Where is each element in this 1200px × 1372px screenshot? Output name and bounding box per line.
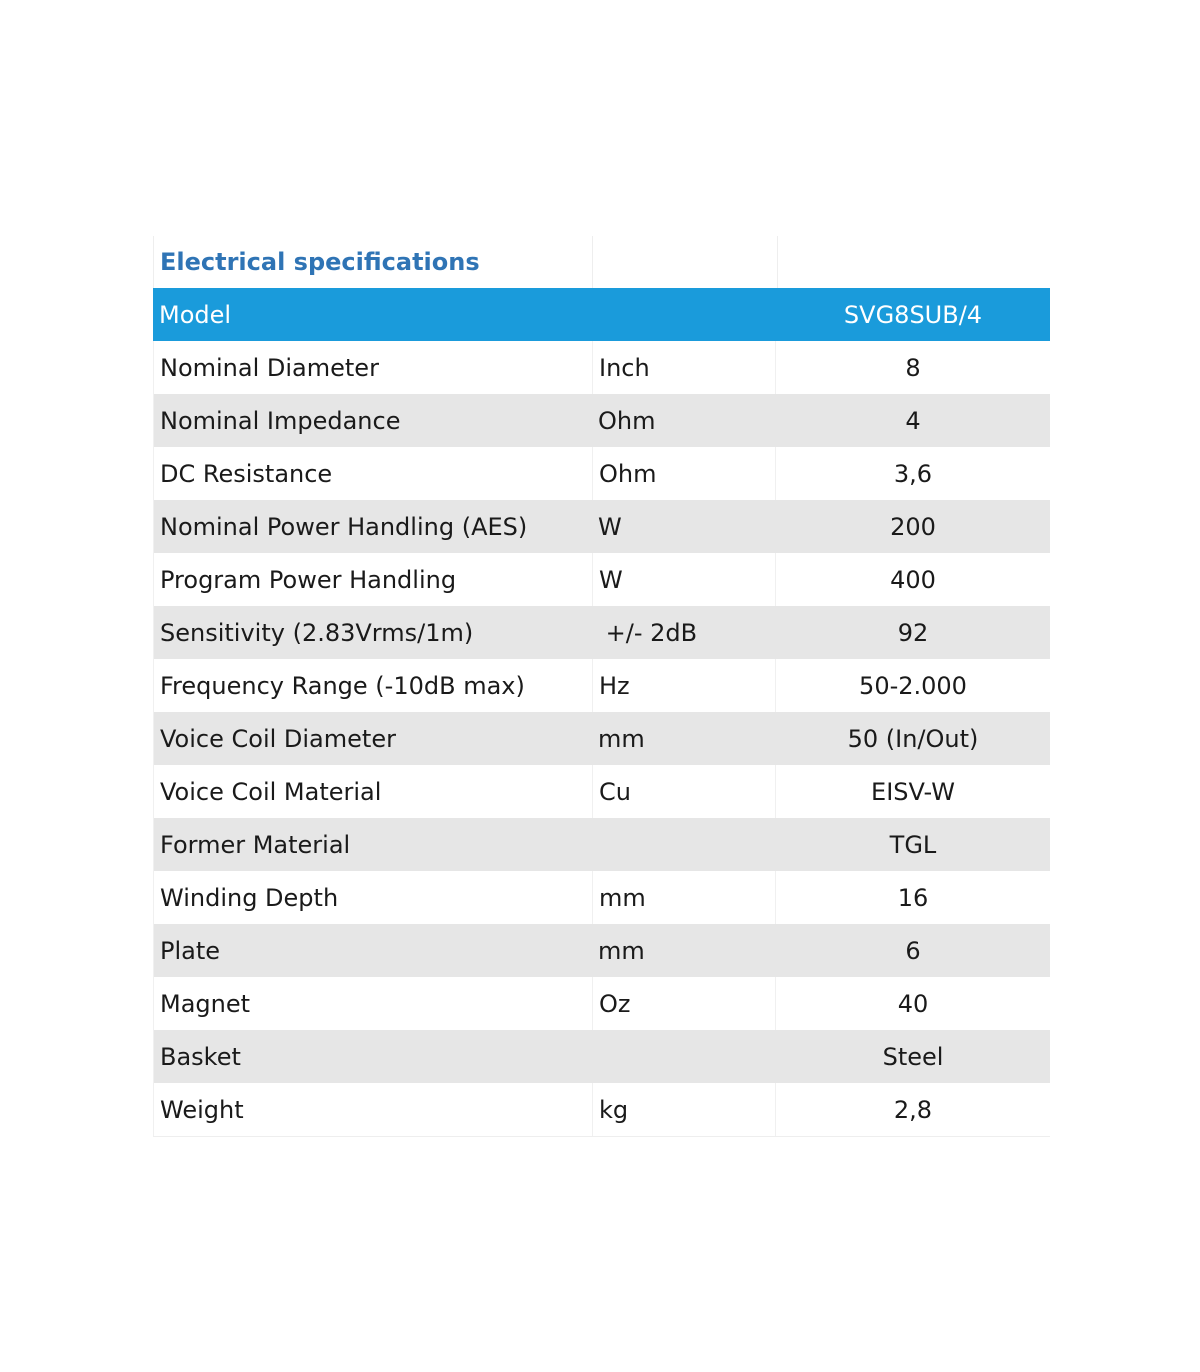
param-value: 16 <box>897 883 929 912</box>
table-row <box>153 447 1050 500</box>
param-unit <box>592 1030 776 1083</box>
param-name: Weight <box>153 1083 592 1136</box>
param-value: 50 (In/Out) <box>847 724 979 753</box>
param-name: Former Material <box>153 818 592 871</box>
param-value: 8 <box>905 353 921 382</box>
table-row <box>153 1083 1050 1137</box>
param-value: 40 <box>897 989 929 1018</box>
param-name: Nominal Diameter <box>153 341 592 394</box>
table-row <box>153 606 1050 659</box>
header-row <box>153 288 1050 341</box>
param-value: Steel <box>882 1042 944 1071</box>
param-name: Sensitivity (2.83Vrms/1m) <box>153 606 592 659</box>
param-value: 200 <box>890 512 936 541</box>
param-name: Winding Depth <box>153 871 592 924</box>
title-row <box>153 236 1050 288</box>
param-name: Frequency Range (-10dB max) <box>153 659 592 712</box>
spec-rows <box>153 341 1050 1137</box>
param-name: Voice Coil Diameter <box>153 712 592 765</box>
param-value: 2,8 <box>893 1095 933 1124</box>
param-unit: Cu <box>592 765 776 818</box>
header-label: Model <box>159 300 232 329</box>
param-name: DC Resistance <box>153 447 592 500</box>
param-value: TGL <box>889 830 937 859</box>
param-name: Plate <box>153 924 592 977</box>
param-name: Basket <box>153 1030 592 1083</box>
table-row <box>153 500 1050 553</box>
title-spacer-unit <box>592 236 777 288</box>
table-row <box>153 1030 1050 1083</box>
table-row <box>153 659 1050 712</box>
param-unit: Oz <box>592 977 776 1030</box>
param-name: Nominal Power Handling (AES) <box>153 500 592 553</box>
param-name: Nominal Impedance <box>153 394 592 447</box>
table-row <box>153 977 1050 1030</box>
table-row <box>153 765 1050 818</box>
param-value: 6 <box>905 936 921 965</box>
param-unit: Ohm <box>598 406 656 435</box>
table-row <box>153 394 1050 447</box>
param-value: 50-2.000 <box>859 671 967 700</box>
param-name: Magnet <box>153 977 592 1030</box>
param-unit: W <box>592 553 776 606</box>
table-row <box>153 924 1050 977</box>
table-row <box>153 553 1050 606</box>
param-unit: kg <box>592 1083 776 1136</box>
param-value: EISV-W <box>871 777 955 806</box>
table-row <box>153 871 1050 924</box>
table-row <box>153 341 1050 394</box>
param-unit: Ohm <box>592 447 776 500</box>
param-value: 3,6 <box>893 459 933 488</box>
param-unit: mm <box>592 871 776 924</box>
spec-table <box>153 236 1050 1137</box>
param-value: 4 <box>905 406 921 435</box>
param-unit: mm <box>598 724 645 753</box>
param-unit: Inch <box>592 341 776 394</box>
param-unit <box>592 818 776 871</box>
param-unit: mm <box>598 936 645 965</box>
param-value: 92 <box>897 618 929 647</box>
param-unit: +/- 2dB <box>598 618 698 647</box>
param-name: Program Power Handling <box>153 553 592 606</box>
table-row <box>153 818 1050 871</box>
title-spacer-value <box>777 236 1050 288</box>
param-name: Voice Coil Material <box>153 765 592 818</box>
table-row <box>153 712 1050 765</box>
param-unit: Hz <box>592 659 776 712</box>
table-title: Electrical specifications <box>153 236 592 288</box>
param-unit: W <box>598 512 622 541</box>
param-value: 400 <box>890 565 936 594</box>
header-model-value: SVG8SUB/4 <box>843 300 983 329</box>
